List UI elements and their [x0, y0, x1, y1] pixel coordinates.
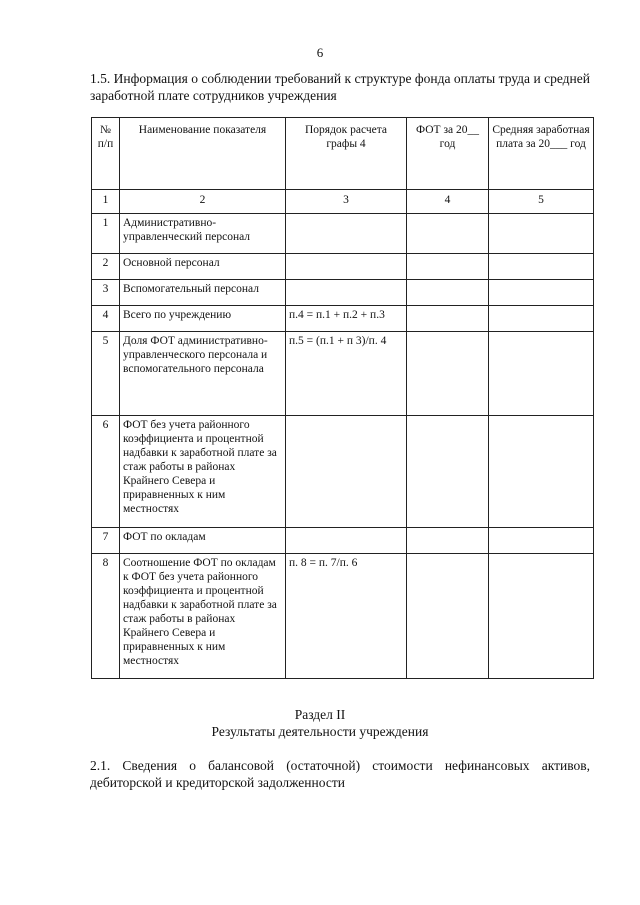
row-fot-value	[407, 306, 489, 332]
row-formula	[286, 528, 407, 554]
row-formula	[286, 214, 407, 254]
table-row	[92, 528, 594, 554]
row-indicator-name: Соотношение ФОТ по окладам к ФОТ без учета районного коэффициента и процентной надбавки к заработной плате за стаж работы в районах Крайнего Севера и приравненных к ним местностях	[120, 554, 286, 679]
row-indicator-name: ФОТ без учета районного коэффициента и процентной надбавки к заработной плате за стаж работы в районах Крайнего Севера и приравненных к ним местностях	[120, 416, 286, 528]
column-index: 2	[120, 190, 286, 214]
row-formula	[286, 416, 407, 528]
row-number: 4	[92, 306, 120, 332]
row-fot-value	[407, 254, 489, 280]
row-avg-salary-value	[489, 528, 594, 554]
row-fot-value	[407, 214, 489, 254]
row-avg-salary-value	[489, 280, 594, 306]
header-name: Наименование показателя	[120, 118, 286, 190]
section-heading-1-5: 1.5. Информация о соблюдении требований к структуре фонда оплаты труда и средней заработной плате сотрудников учреждения	[90, 71, 590, 103]
column-index-row	[92, 190, 594, 214]
wage-fund-table	[91, 117, 594, 679]
table-row	[92, 254, 594, 280]
row-formula: п.4 = п.1 + п.2 + п.3	[286, 306, 407, 332]
row-number: 3	[92, 280, 120, 306]
row-indicator-name: Административно-управленческий персонал	[120, 214, 286, 254]
column-index: 1	[92, 190, 120, 214]
page-number: 6	[316, 45, 324, 60]
row-number: 2	[92, 254, 120, 280]
row-number: 5	[92, 332, 120, 416]
column-index: 5	[489, 190, 594, 214]
row-indicator-name: ФОТ по окладам	[120, 528, 286, 554]
table-row	[92, 416, 594, 528]
paragraph-2-1: 2.1. Сведения о балансовой (остаточной) стоимости нефинансовых активов, дебиторской и кредиторской задолженности	[90, 758, 590, 790]
row-avg-salary-value	[489, 214, 594, 254]
row-fot-value	[407, 416, 489, 528]
row-avg-salary-value	[489, 332, 594, 416]
row-indicator-name: Всего по учреждению	[120, 306, 286, 332]
row-indicator-name: Основной персонал	[120, 254, 286, 280]
row-avg-salary-value	[489, 416, 594, 528]
table-row	[92, 306, 594, 332]
column-index: 3	[286, 190, 407, 214]
row-avg-salary-value	[489, 554, 594, 679]
row-number: 1	[92, 214, 120, 254]
row-formula: п. 8 = п. 7/п. 6	[286, 554, 407, 679]
header-num: № п/п	[92, 118, 120, 190]
row-indicator-name: Доля ФОТ административно-управленческого персонала и вспомогательного персонала	[120, 332, 286, 416]
header-avg-salary: Средняя заработная плата за 20___ год	[489, 118, 594, 190]
row-fot-value	[407, 332, 489, 416]
table-row	[92, 214, 594, 254]
row-avg-salary-value	[489, 306, 594, 332]
row-number: 8	[92, 554, 120, 679]
row-avg-salary-value	[489, 254, 594, 280]
row-number: 7	[92, 528, 120, 554]
row-formula: п.5 = (п.1 + п 3)/п. 4	[286, 332, 407, 416]
table-row	[92, 332, 594, 416]
table-row	[92, 280, 594, 306]
row-fot-value	[407, 280, 489, 306]
header-fot: ФОТ за 20__ год	[407, 118, 489, 190]
row-fot-value	[407, 554, 489, 679]
header-formula: Порядок расчета графы 4	[286, 118, 407, 190]
row-formula	[286, 280, 407, 306]
row-indicator-name: Вспомогательный персонал	[120, 280, 286, 306]
table-row	[92, 554, 594, 679]
row-number: 6	[92, 416, 120, 528]
section-2-subtitle: Результаты деятельности учреждения	[211, 724, 429, 739]
section-2-title: Раздел II	[294, 707, 346, 722]
table-header-row	[92, 118, 594, 190]
row-fot-value	[407, 528, 489, 554]
column-index: 4	[407, 190, 489, 214]
row-formula	[286, 254, 407, 280]
